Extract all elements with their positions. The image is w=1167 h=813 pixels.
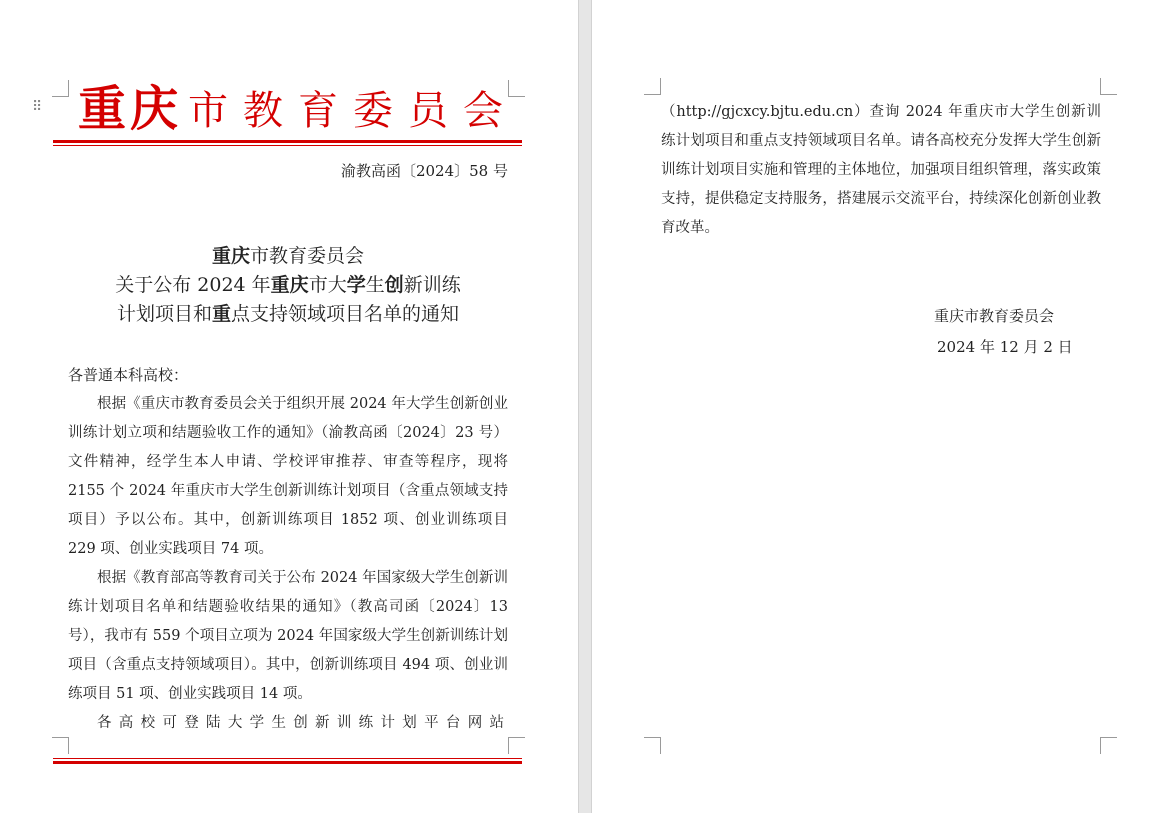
crop-mark-top-left	[644, 78, 661, 95]
crop-mark-bottom-left	[52, 737, 69, 754]
signature-org: 重庆市教育委员会	[934, 307, 1055, 325]
document-title	[68, 242, 508, 329]
move-handle-icon[interactable]: ⠿	[32, 99, 43, 115]
masthead-org-rest: 市教育委员会	[188, 88, 519, 134]
title-part: 关于公布 2024 年	[115, 274, 271, 296]
crop-mark-bottom-left	[644, 737, 661, 754]
title-part: 重	[211, 303, 231, 325]
title-part: 计划项目和	[116, 303, 212, 325]
body-paragraph-2: 根据《教育部高等教育司关于公布 2024 年国家级大学生创新训练计划项目名单和结题验收结果的通知》（教高司函〔2024〕13 号），我市有 559 个项目立项为 2024 年国家级大学生创新训练计划项目（含重点支持领域项目）。其中，创新训练项目 494 项、创业训练项目 51 项、创业实践项目 14 项。	[68, 570, 508, 702]
page-gutter	[578, 0, 592, 813]
document-page-1	[0, 0, 578, 813]
title-part: 生	[365, 274, 385, 296]
title-part: 市大	[308, 274, 347, 296]
title-part: 重庆	[211, 245, 250, 267]
crop-mark-bottom-right	[1100, 737, 1117, 754]
signature-date: 2024 年 12 月 2 日	[937, 338, 1073, 356]
crop-mark-bottom-right	[508, 737, 525, 754]
salutation: 各普通本科高校：	[68, 366, 189, 384]
title-part: 市教育委员会	[250, 245, 365, 267]
title-part: 新训练	[403, 274, 461, 296]
title-part: 重庆	[270, 274, 309, 296]
crop-mark-top-right	[1100, 78, 1117, 95]
title-part: 创	[384, 274, 404, 296]
document-number: 渝教高函〔2024〕58 号	[340, 162, 508, 180]
masthead	[78, 80, 518, 138]
masthead-org-big: 重庆	[78, 81, 183, 137]
body-paragraph-continuation: （http://gjcxcy.bjtu.edu.cn）查询 2024 年重庆市大学生创新训练计划项目和重点支持领域项目名单。请各高校充分发挥大学生创新训练计划项目实施和管理的主体地位，加强项目组织管理，落实政策支持，提供稳定支持服务，搭建展示交流平台，持续深化创新创业教育改革。	[661, 104, 1101, 236]
title-part: 学	[346, 274, 366, 296]
footer-red-line	[53, 758, 522, 764]
masthead-red-line	[53, 140, 522, 146]
body-paragraph-3: 各高校可登陆大学生创新训练计划平台网站	[97, 715, 508, 731]
body-paragraph-1: 根据《重庆市教育委员会关于组织开展 2024 年大学生创新创业训练计划立项和结题验收工作的通知》（渝教高函〔2024〕23 号）文件精神，经学生本人申请、学校评审推荐、审查等程序，现将 2155 个 2024 年重庆市大学生创新训练计划项目（含重点领域支持项目）予以公布。其中，创新训练项目 1852 项、创业训练项目 229 项、创业实践项目 74 项。	[68, 396, 508, 557]
crop-mark-top-left	[52, 80, 69, 97]
title-part: 点支持领域项目名单的通知	[231, 303, 460, 325]
